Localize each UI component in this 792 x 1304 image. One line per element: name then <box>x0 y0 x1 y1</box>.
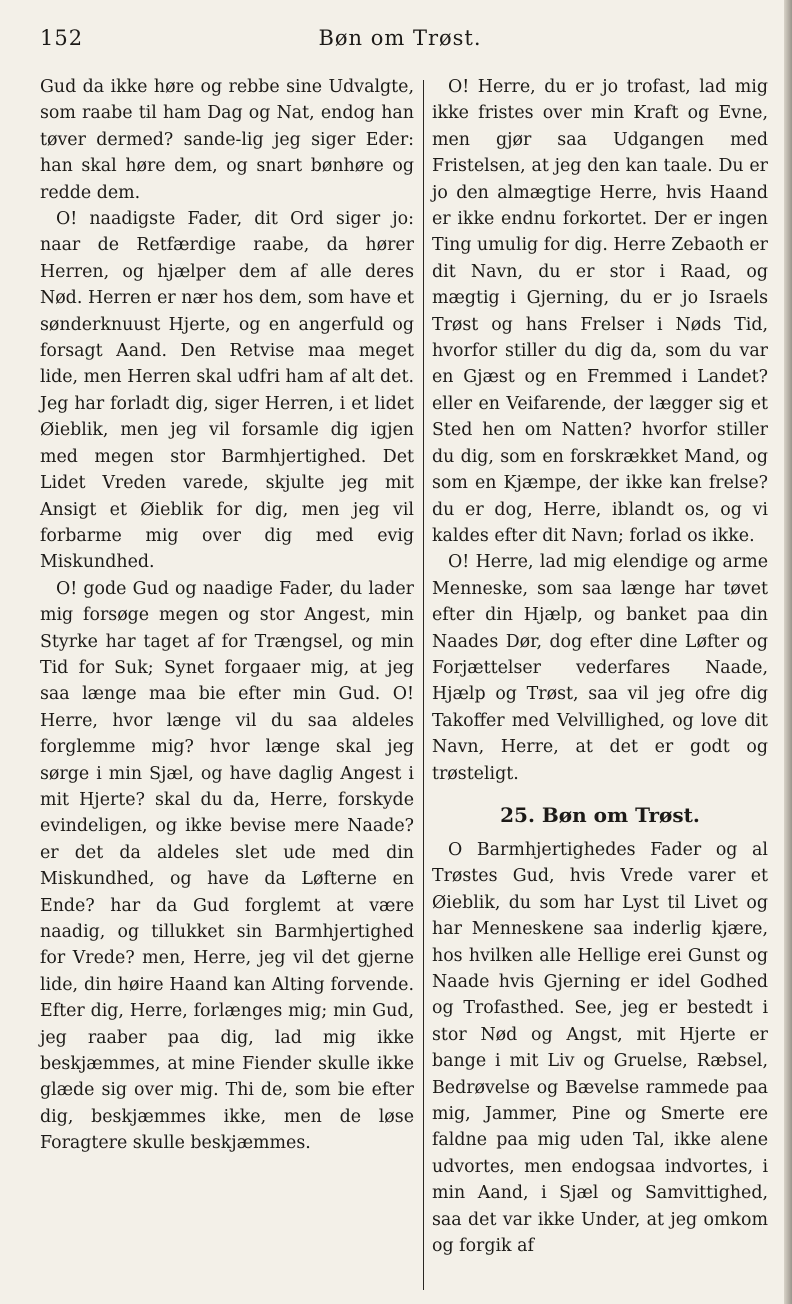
paragraph: Gud da ikke høre og rebbe sine Udvalgte, som raabe til ham Dag og Nat, endog han tøver dermed? sande-lig jeg siger Eder: han skal høre dem, og snart bønhøre og redde dem. <box>40 77 414 203</box>
page-header <box>40 20 760 60</box>
page-number: 152 <box>40 26 84 50</box>
column-divider <box>423 80 424 1290</box>
paragraph: O! gode Gud og naadige Fader, du lader mig forsøge megen og stor Angest, min Styrke har taget af for Trængsel, og min Tid for Suk; Synet forgaaer mig, at jeg saa længe maa bie efter min Gud. O! Herre, hvor længe vil du saa aldeles forglemme mig? hvor længe skal jeg sørge i min Sjæl, og have daglig Angest i mit Hjerte? skal du da, Herre, forskyde evindeligen, og ikke bevise mere Naade? er det da aldeles slet ude med din Miskundhed, og have da Løfterne en Ende? har da Gud forglemt at være naadig, og tillukket sin Barmhjertighed for Vrede? men, Herre, jeg vil det gjerne lide, din høire Haand kan Alting forvende. Efter dig, Herre, forlænges mig; min Gud, jeg raaber paa dig, lad mig ikke beskjæmmes, at mine Fiender skulle ikke glæde sig over mig. Thi de, som bie efter dig, beskjæmmes ikke, men de løse Foragtere skulle beskjæmmes. <box>40 578 414 1154</box>
section-heading: 25. Bøn om Trøst. <box>500 802 700 827</box>
right-column <box>432 74 768 1259</box>
page-edge-shadow <box>784 0 792 1304</box>
paragraph: O! Herre, du er jo trofast, lad mig ikke fristes over min Kraft og Evne, men gjør saa Udgangen med Fristelsen, at jeg den kan taale. Du er jo den almægtige Herre, hvis Haand er ikke endnu forkortet. Der er ingen Ting umulig for dig. Herre Zebaoth er dit Navn, du er stor i Raad, og mægtig i Gjerning, du er jo Israels Trøst og hans Frelser i Nøds Tid, hvorfor stiller du dig da, som du var en Gjæst og en Fremmed i Landet? eller en Veifarende, der lægger sig et Sted hen om Natten? hvorfor stiller du dig, som en forskrækket Mand, og som en Kjæmpe, der ikke kan frelse? du er dog, Herre, iblandt os, og vi kaldes efter dit Navn; forlad os ikke. <box>432 77 768 546</box>
paragraph: O Barmhjertighedes Fader og al Trøstes Gud, hvis Vrede varer et Øieblik, du som har Lyst til Livet og har Menneskene saa inderlig kjære, hos hvilken alle Hellige erei Gunst og Naade hvis Gjerning er idel Godhed og Trofasthed. See, jeg er bestedt i stor Nød og Angst, mit Hjerte er bange i mit Liv og Gruelse, Ræbsel, Bedrøvelse og Bævelse rammede paa mig, Jammer, Pine og Smerte ere faldne paa mig uden Tal, ikke alene udvortes, men endogsaa indvortes, i min Aand, i Sjæl og Samvittighed, saa det var ikke Under, at jeg omkom og forgik af <box>432 839 768 1257</box>
paragraph: O! Herre, lad mig elendige og arme Menneske, som saa længe har tøvet efter din Hjælp, og banket paa din Naades Dør, dog efter dine Løfter og Forjættelser vederfares Naade, Hjælp og Trøst, saa vil jeg ofre dig Takoffer med Velvillighed, og love dit Navn, Herre, at det er godt og trøsteligt. <box>432 552 768 784</box>
left-column <box>40 74 414 1157</box>
paragraph: O! naadigste Fader, dit Ord siger jo: naar de Retfærdige raabe, da hører Herren, og hjælper dem af alle deres Nød. Herren er nær hos dem, som have et sønderknuust Hjerte, og en angerfuld og forsagt Aand. Den Retvise maa meget lide, men Herren skal udfri ham af alt det. Jeg har forladt dig, siger Herren, i et lidet Øieblik, men jeg vil forsamle dig igjen med megen stor Barmhjertighed. Det Lidet Vreden varede, skjulte jeg mit Ansigt et Øieblik for dig, men jeg vil forbarme mig over dig med evig Miskundhed. <box>40 209 414 573</box>
running-title: Bøn om Trøst. <box>318 26 482 50</box>
